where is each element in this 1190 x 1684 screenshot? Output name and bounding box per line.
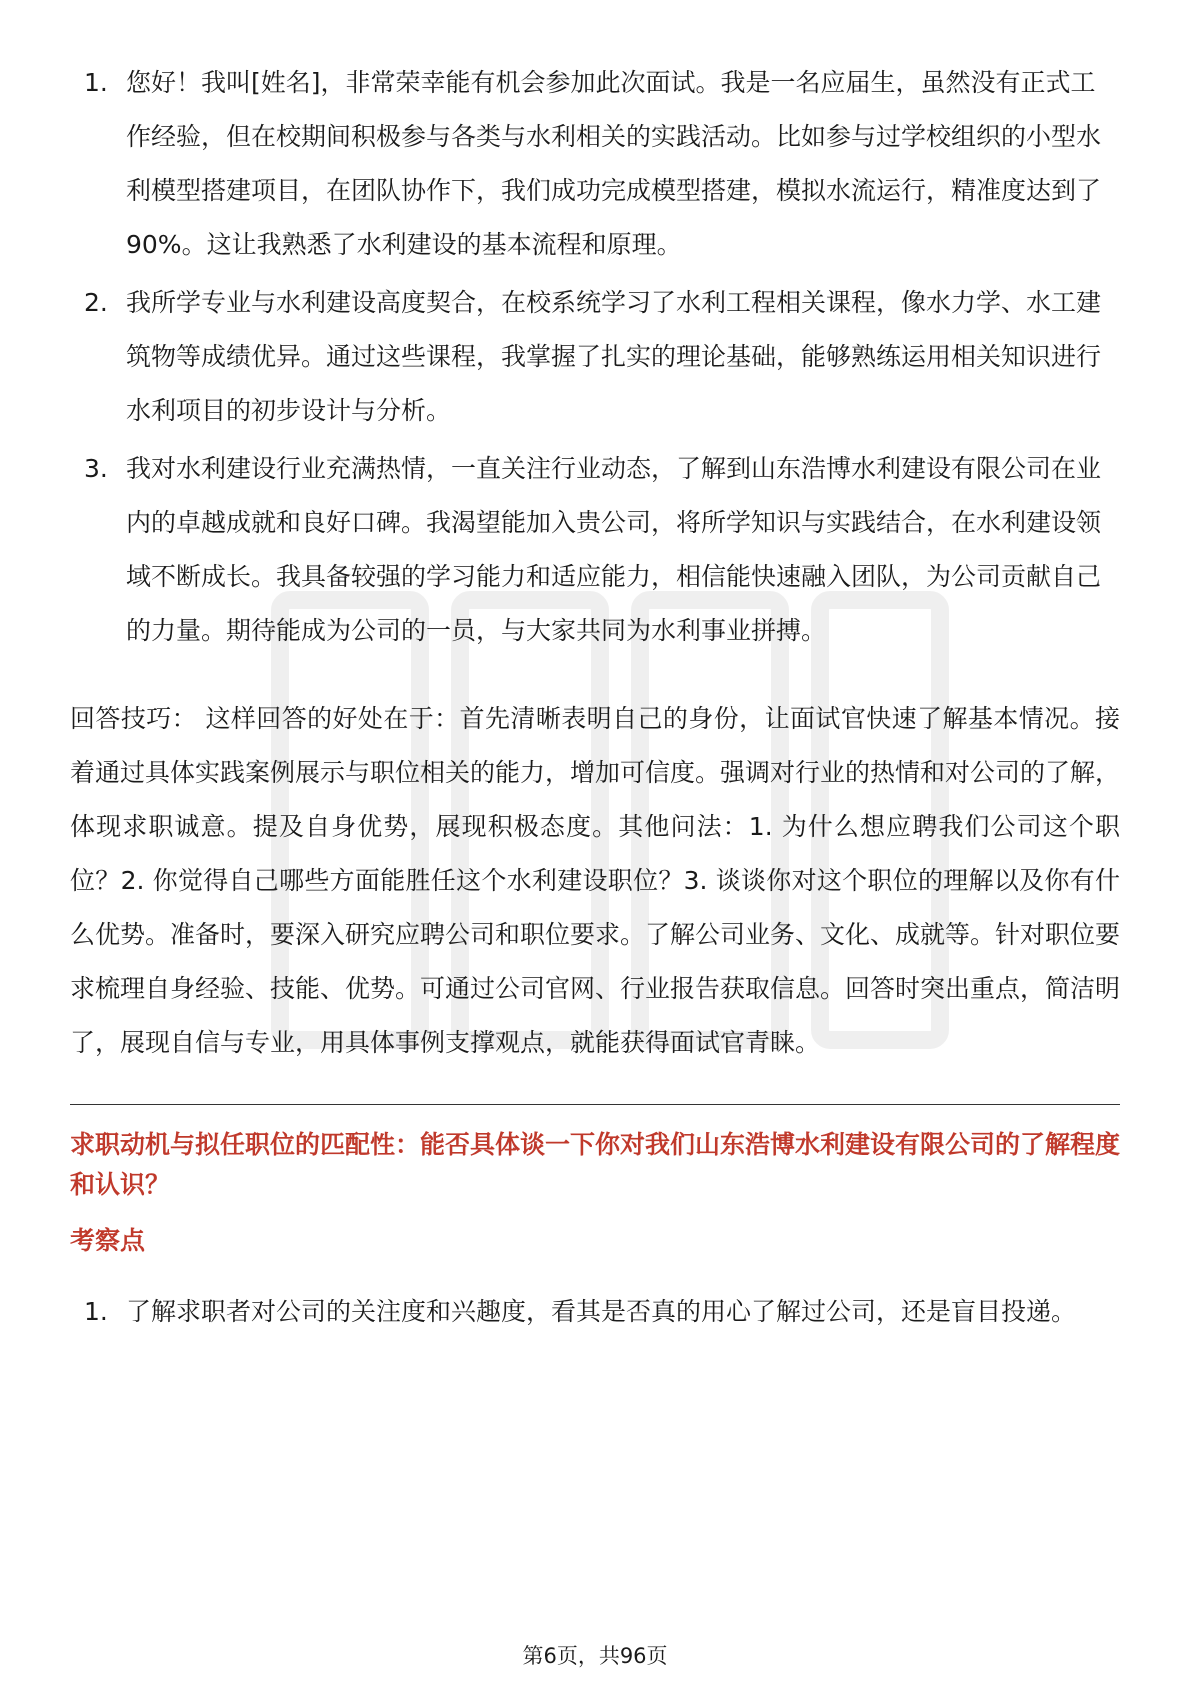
check-points-title: 考察点 <box>70 1226 146 1255</box>
answer-text: 我所学专业与水利建设高度契合，在校系统学习了水利工程相关课程，像水力学、水工建筑物等成绩优异。通过这些课程，我掌握了扎实的理论基础，能够熟练运用相关知识进行水利项目的初步设计与分析。 <box>126 288 1102 425</box>
answer-text: 我对水利建设行业充满热情，一直关注行业动态，了解到山东浩博水利建设有限公司在业内的卓越成就和良好口碑。我渴望能加入贵公司，将所学知识与实践结合，在水利建设领域不断成长。我具备较强的学习能力和适应能力，相信能快速融入团队，为公司贡献自己的力量。期待能成为公司的一员，与大家共同为水利事业拼搏。 <box>126 454 1102 645</box>
answer-list <box>70 56 1120 658</box>
main-content <box>70 56 1120 1343</box>
list-number: 1. <box>84 1297 108 1326</box>
list-number: 1. <box>84 68 108 97</box>
check-points-list <box>70 1285 1120 1339</box>
answer-text: 您好！我叫[姓名]，非常荣幸能有机会参加此次面试。我是一名应届生，虽然没有正式工作经验，但在校期间积极参与各类与水利相关的实践活动。比如参与过学校组织的小型水利模型搭建项目，在团队协作下，我们成功完成模型搭建，模拟水流运行，精准度达到了 90%。这让我熟悉了水利建设的基本流程和原理。 <box>126 68 1102 259</box>
answer-item <box>70 442 1120 658</box>
check-point-text: 了解求职者对公司的关注度和兴趣度，看其是否真的用心了解过公司，还是盲目投递。 <box>126 1297 1077 1326</box>
answer-tips: 回答技巧： 这样回答的好处在于：首先清晰表明自己的身份，让面试官快速了解基本情况。接着通过具体实践案例展示与职位相关的能力，增加可信度。强调对行业的热情和对公司的了解，体现求职诚意。提及自身优势，展现积极态度。其他问法：1. 为什么想应聘我们公司这个职位？2. 你觉得自己哪些方面能胜任这个水利建设职位？3. 谈谈你对这个职位的理解以及你有什么优势。准备时，要深入研究应聘公司和职位要求。了解公司业务、文化、成就等。针对职位要求梳理自身经验、技能、优势。可通过公司官网、行业报告获取信息。回答时突出重点，简洁明了，展现自信与专业，用具体事例支撑观点，就能获得面试官青睐。 <box>70 704 1121 1057</box>
check-point-item <box>70 1285 1120 1339</box>
section-divider <box>70 1104 1120 1105</box>
page-footer: 第6页，共96页 <box>522 1644 668 1668</box>
list-number: 2. <box>84 288 108 317</box>
list-number: 3. <box>84 454 108 483</box>
answer-item <box>70 56 1120 272</box>
answer-item <box>70 276 1120 438</box>
question-heading: 求职动机与拟任职位的匹配性：能否具体谈一下你对我们山东浩博水利建设有限公司的了解程度和认识？ <box>70 1130 1121 1199</box>
